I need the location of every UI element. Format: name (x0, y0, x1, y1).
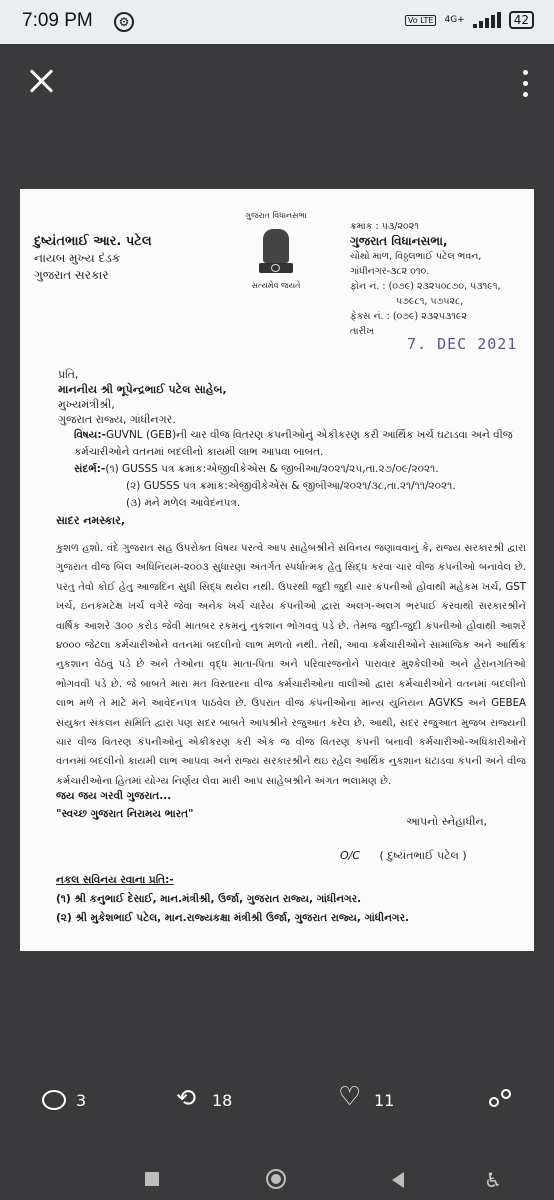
assembly-label: ગુજરાત વિધાનસભા (245, 211, 307, 220)
tweet-action-bar (0, 1078, 554, 1126)
address-line-2: ગાંધીનગર-૩૮૨ ૦૧૦. (350, 266, 430, 277)
recipient-name: માનનીય શ્રી ભૂપેન્દ્રભાઈ પટેલ સાહેબ, (58, 383, 227, 396)
status-icons (405, 11, 534, 29)
recipient-address: ગુજરાત રાજ્ય, ગાંધીનગર. (58, 413, 176, 426)
home-button[interactable] (266, 1169, 286, 1189)
battery-level: 42 (513, 13, 529, 27)
system-nav-bar (0, 1166, 554, 1200)
reply-count: 3 (76, 1090, 87, 1110)
signature-name: ( દુષ્યંતભાઈ પટેલ ) (379, 849, 467, 862)
share-button[interactable] (486, 1088, 512, 1112)
sender-title: નાયબ મુખ્ય દંડક (34, 251, 121, 265)
close-icon[interactable] (26, 66, 58, 98)
prati-label: પ્રતિ, (58, 368, 79, 381)
copy-heading: નકલ સવિનય રવાના પ્રતિ:- (56, 874, 174, 886)
letter-header-center (234, 211, 318, 291)
status-time: 7:09 PM (22, 10, 93, 31)
copy-recipient-1: (૧) શ્રી કનુભાઈ દેસાઈ, માન.મંત્રીશ્રી, ઉર્જા, ગુજરાત રાજ્ય, ગાંધીનગર. (56, 893, 362, 905)
back-button[interactable] (392, 1172, 404, 1188)
network-type: 4G+ (444, 15, 465, 25)
battery-icon (509, 11, 534, 29)
volte-icon: Vo LTE (405, 15, 437, 26)
reference-label: સંદર્ભ:- (74, 463, 106, 475)
reference-3: (૩) મને મળેલ આવેદનપત્ર. (126, 497, 241, 509)
like-button[interactable] (338, 1088, 394, 1112)
recents-button[interactable] (145, 1172, 159, 1186)
date-stamp: 7. DEC 2021 (407, 335, 518, 353)
date-label: તારીખ (350, 326, 375, 337)
recipient-block (58, 367, 227, 427)
assembly-name: ગુજરાત વિધાનસભા, (350, 234, 448, 248)
retweet-icon (176, 1088, 202, 1112)
sign-off: આપનો સ્નેહાધીન, (406, 815, 488, 828)
accessibility-icon[interactable]: ♿ (484, 1168, 502, 1192)
closing-jai: જય જય ગરવી ગુજરાત... (56, 790, 172, 802)
more-options-icon[interactable] (522, 70, 530, 100)
status-bar (0, 0, 554, 44)
phone-line-2: ૫૭૯૮૧, ૫૭૫૨૮, (396, 296, 464, 307)
letter-header-left (34, 233, 152, 284)
oc-mark: O/C (340, 849, 361, 862)
heart-icon (338, 1088, 364, 1112)
share-icon (486, 1088, 512, 1112)
subject-label: વિષય:- (74, 429, 106, 441)
sender-name: દુષ્યંતભાઈ આર. પટેલ (34, 234, 152, 249)
letter-document (20, 189, 534, 951)
closing-slogan: "સ્વચ્છ ગુજરાત નિરામય ભારત" (56, 808, 194, 820)
subject-text: GUVNL (GEB)ની ચાર વીજ વિતરણ કંપનીઓનું એકીકરણ કરી આર્થિક ખર્ચ ઘટાડવા અને વીજ કર્મચારીઓને વતનમાં બદલીનો કાયમી લાભ આપવા બાબત. (74, 429, 513, 458)
greeting: સાદર નમસ્કાર, (56, 514, 126, 527)
emblem-motto: સત્યમેવ જયતે (251, 281, 301, 290)
state-emblem-icon (259, 229, 293, 279)
subject-block (74, 427, 526, 512)
reply-icon (40, 1088, 66, 1112)
copy-to-block (56, 871, 409, 928)
sender-org: ગુજરાત સરકાર (34, 268, 109, 282)
letter-body: કુશળ હશો. વંદે ગુજરાત સહ ઉપરોક્ત વિષય પરત્વે આપ સાહેબશ્રીને સવિનય જણાવવાનું કે, રાજ્ય સરકારશ્રી દ્વારા ગુજરાત વીજ બિલ અધિનિયમ-૨૦૦૩ સુધારણા અંતર્ગત સ્પર્ધાત્મક હેતુ સિદ્ધ કરવા ચાર વીજ કંપનીઓ બનાવેલ છે. પરંતુ તેવો કોઈ હેતુ આજદિન સુધી સિદ્ધ થયેલ નથી. ઉપરથી જુદી જુદી ચાર કંપનીઓ હોવાથી મહેકમ ખર્ચ, GST ખર્ચ, ઇનકમટેક્ષ ખર્ચ વગેરે જેવા અનેક ખર્ચ ચારેય કંપનીઓ દ્વારા અલગ-અલગ ભરપાઈ કરવાથી સરકારશ્રીને વાર્ષિક આશરે ૩૦૦ કરોડ જેવી માતબર રકમનું નુકશાન ભોગવવું પડે છે. તેમજ જુદી-જુદી કંપનીઓ હોવાથી આશરે ૪૦૦૦ જેટલા કર્મચારીઓને વતનમાં બદલીનો લાભ મળતો નથી. તેથી, આવા કર્મચારીઓને સામાજિક અને આર્થિક નુકશાન વેઠવું પડે છે અને તેઓના વૃદ્ધ માતા-પિતા અને પરિવારજનોને પારાવાર મુશ્કેલીઓ અને હેરાનગતિઓ ભોગવવી પડે છે. જે બાબતે મારા મત વિસ્તારના વીજ કર્મચારીઓના વાલીઓ દ્વારા કર્મચારીઓને વતનમાં બદલીનો લાભ મળે તે માટે મને આવેદનપત્ર પાઠવેલ છે. ઉપરાંત વીજ કંપનીઓના માન્ય યુનિયન AGVKS અને GEBEA સંયુક્ત સંકલન સમિતિ દ્વારા પણ સદર બાબતે આપશ્રીને રજુઆત કરેલ છે. આથી, સદર રજુઆત મુજબ રાજ્યની ચાર વીજ વિતરણ કંપનીઓનું એકીકરણ કરી એક જ વીજ વિતરણ કંપની બનાવી કર્મચારીઓ-અધિકારીઓને વતનમાં બદલીનો કાયમી લાભ આપવા અને રાજ્ય સરકારશ્રીને થઇ રહેલ આર્થિક નુકશાન ઘટાડવા કંપની અને વીજ કર્મચારીઓના હિતમાં યોગ્ય નિર્ણય લેવા મારી આપ સાહેબશ્રીને અંગત ભલામણ છે. (56, 543, 526, 787)
phone-line: ફોન નં. : (૦૭૯) ૨૩૨૫૦૮૭૦, ૫૩૧૯૧, (350, 281, 501, 292)
copy-recipient-2: (૨) શ્રી મુકેશભાઈ પટેલ, માન.રાજ્યકક્ષા મંત્રીશ્રી ઉર્જા, ગુજરાત રાજ્ય, ગાંધીનગર. (56, 912, 409, 924)
reference-2: (૨) GUSSS પત્ર ક્રમાંક:એજીવીકેએસ & જીબીઆ/૨૦૨૧/૩૮,તા.૨૧/૧૧/૨૦૨૧. (126, 480, 456, 492)
address-line-1: ચોથો માળ, વિઠ્ઠલભાઈ પટેલ ભવન, (350, 251, 482, 262)
settings-icon: ⚙ (114, 12, 134, 32)
letter-header-right (350, 219, 528, 339)
signature-block (340, 849, 467, 863)
letter-ref-number: ક્રમાંક : ૫૩/૨૦૨૧ (350, 221, 419, 232)
signal-icon (473, 12, 501, 28)
closing-block (56, 787, 194, 823)
fax-line: ફેક્સ નં. : (૦૭૯) ૨૩૨૫૩૧૯૨ (350, 311, 468, 322)
reference-1: (૧) GUSSS પત્ર ક્રમાંક:એજીવીકેએસ & જીબીઆ/૨૦૨૧/૨૫,તા.૨૭/૦૯/૨૦૨૧. (105, 463, 439, 475)
like-count: 11 (374, 1090, 395, 1110)
retweet-button[interactable] (176, 1088, 232, 1112)
retweet-count: 18 (212, 1090, 233, 1110)
viewer-top-bar (0, 44, 554, 120)
reply-button[interactable] (40, 1088, 86, 1112)
recipient-title: મુખ્યમંત્રીશ્રી, (58, 398, 115, 411)
